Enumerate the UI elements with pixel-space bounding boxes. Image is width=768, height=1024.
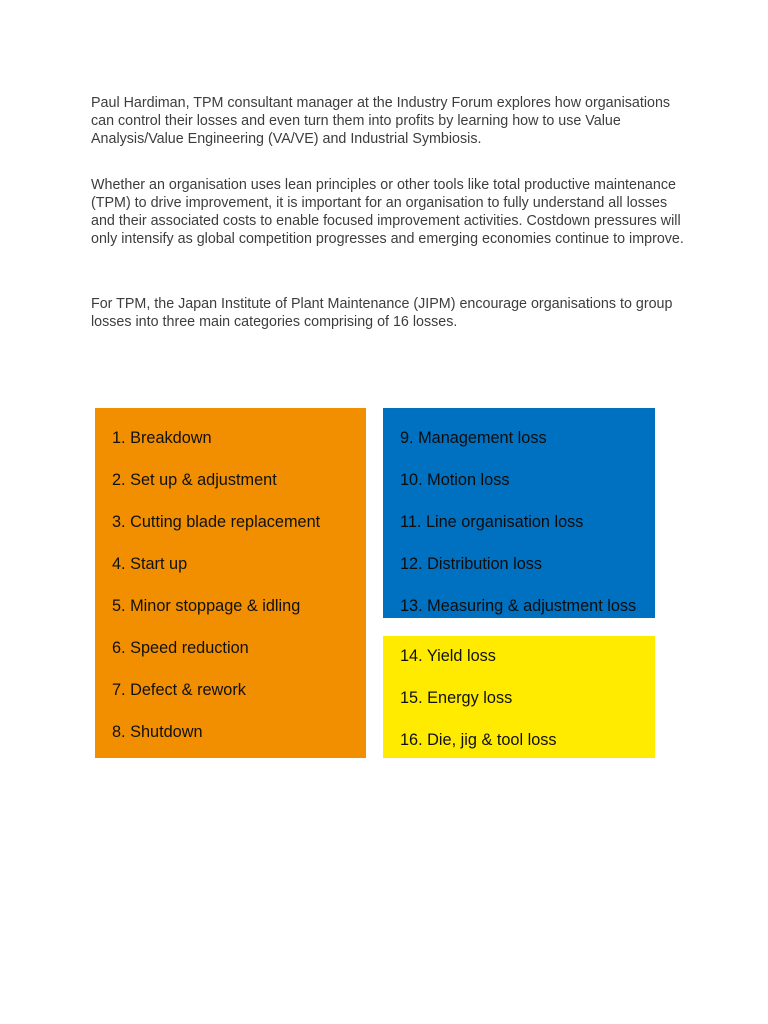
- human-losses-box: [383, 408, 655, 618]
- intro-paragraph: Paul Hardiman, TPM consultant manager at the Industry Forum explores how organisations can control their losses and even turn them into profits by learning how to use Value Analysis/Value Engineering (VA/VE) and Industrial Symbiosis.: [91, 95, 671, 147]
- loss-item-2: 2. Set up & adjustment: [112, 471, 277, 489]
- loss-item-1: 1. Breakdown: [112, 429, 212, 447]
- material-losses-box: [383, 636, 655, 758]
- loss-item-7: 7. Defect & rework: [112, 681, 246, 699]
- loss-item-16: 16. Die, jig & tool loss: [400, 731, 557, 749]
- loss-item-11: 11. Line organisation loss: [400, 513, 584, 531]
- loss-item-14: 14. Yield loss: [400, 647, 496, 665]
- loss-item-8: 8. Shutdown: [112, 723, 203, 741]
- loss-item-3: 3. Cutting blade replacement: [112, 513, 321, 531]
- loss-item-10: 10. Motion loss: [400, 471, 510, 489]
- jipm-paragraph: For TPM, the Japan Institute of Plant Maintenance (JIPM) encourage organisations to group losses into three main categories comprising of 16 losses.: [91, 296, 673, 330]
- loss-item-13: 13. Measuring & adjustment loss: [400, 597, 637, 615]
- loss-item-4: 4. Start up: [112, 555, 188, 573]
- equipment-losses-box: [95, 408, 366, 758]
- context-paragraph: Whether an organisation uses lean principles or other tools like total productive maintenance (TPM) to drive improvement, it is important for an organisation to fully understand all losses and their associated costs to enable focused improvement activities. Costdown pressures will only intensify as global competition progresses and emerging economies continue to improve.: [91, 177, 684, 247]
- loss-item-5: 5. Minor stoppage & idling: [112, 597, 301, 615]
- loss-item-9: 9. Management loss: [400, 429, 547, 447]
- loss-item-12: 12. Distribution loss: [400, 555, 543, 573]
- loss-item-15: 15. Energy loss: [400, 689, 513, 707]
- loss-item-6: 6. Speed reduction: [112, 639, 249, 657]
